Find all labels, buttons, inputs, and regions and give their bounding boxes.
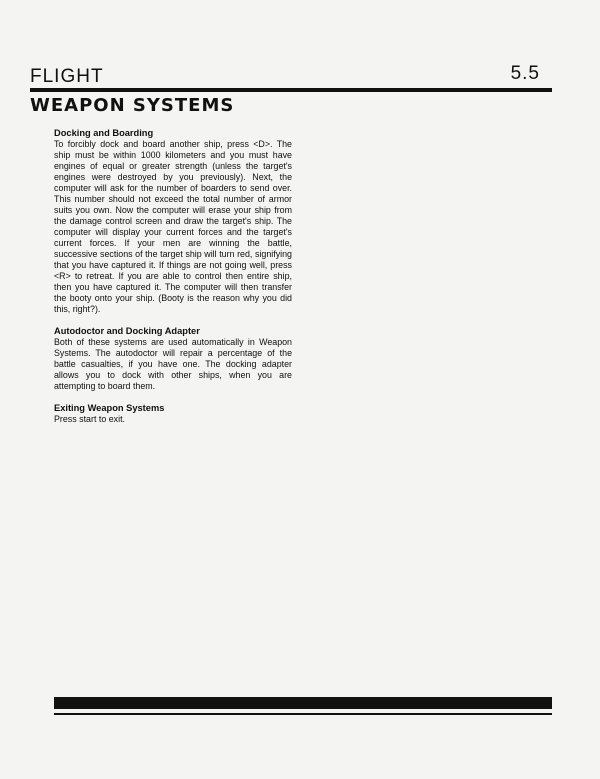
- section-text-autodoctor: Both of these systems are used automatically in Weapon Systems. The autodoctor will repair a percentage of the battle casualties, if you have one. The docking adapter allows you to dock with other ships, when you are attempting to board them.: [54, 337, 292, 391]
- footer-rule-thick: [54, 697, 552, 709]
- section-heading-exiting: Exiting Weapon Systems: [54, 403, 165, 413]
- footer-rule-thin: [54, 713, 552, 715]
- body-text: [54, 128, 292, 425]
- section-heading-docking: Docking and Boarding: [54, 128, 154, 138]
- section-text-exiting: Press start to exit.: [54, 414, 126, 424]
- spacer: [54, 315, 292, 326]
- spacer: [54, 392, 292, 403]
- header-rule: [30, 88, 552, 92]
- section-label: FLIGHT: [30, 66, 104, 87]
- page-number: 5.5: [510, 63, 540, 84]
- section-text-docking: To forcibly dock and board another ship, press <D>. The ship must be within 1000 kilometers and you must have engines of equal or greater strength (unless the target's engines were destroyed by you previously). Next, the computer will ask for the number of boarders to send over. This number should not exceed the total number of armor suits you own. Now the computer will erase your ship from the damage control screen and draw the target's ship. The computer will display your current forces and the target's current forces. If your men are winning the battle, successive sections of the target ship will turn red, signifying that you have captured it. If things are not going well, press <R> to retreat. If you are able to control then entire ship, then you have captured it. The computer will then transfer the booty onto your ship. (Booty is the reason why you did this, right?).: [54, 139, 292, 314]
- page-title: WEAPON SYSTEMS: [30, 95, 235, 116]
- section-heading-autodoctor: Autodoctor and Docking Adapter: [54, 326, 200, 336]
